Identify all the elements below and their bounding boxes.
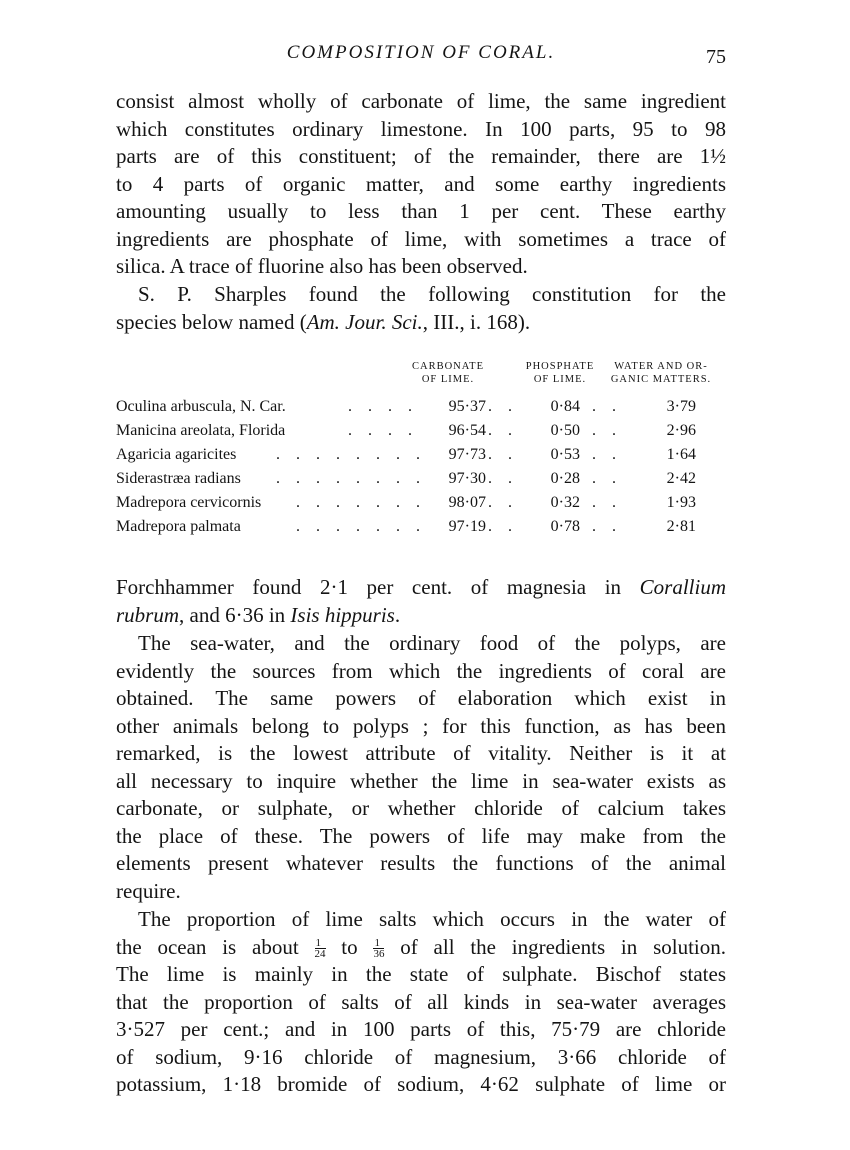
text-line: obtained. The same powers of elaboration which exist in <box>116 686 726 710</box>
text-line: remarked, is the lowest attribute of vitality. Neither is it at <box>116 741 726 765</box>
paragraph-lime-salts <box>116 906 726 1099</box>
fraction <box>315 938 326 959</box>
fraction-numerator: 1 <box>373 938 384 949</box>
leader-dots: . . <box>592 470 622 487</box>
species-name: Madrepora palmata <box>116 518 241 535</box>
table-row <box>116 422 726 446</box>
leader-dots: . . . . . . . <box>296 494 426 511</box>
phosphate-value: 0·50 <box>550 422 580 439</box>
water-value: 1·93 <box>666 494 696 511</box>
text-line: The proportion of lime salts which occurs in the water of <box>138 907 726 931</box>
text-line: elements present whatever results the functions of the animal <box>116 851 726 875</box>
paragraph-carbonate <box>116 88 726 281</box>
leader-dots: . . <box>488 494 518 511</box>
phosphate-value: 0·32 <box>550 494 580 511</box>
phosphate-value: 0·78 <box>550 518 580 535</box>
text-fragment: species below named ( <box>116 309 307 334</box>
text-fragment: Forchhammer found 2·1 per cent. of magnesia in <box>116 575 640 599</box>
text-line: potassium, 1·18 bromide of sodium, 4·62 sulphate of lime or <box>116 1072 726 1096</box>
table-row <box>116 446 726 470</box>
leader-dots: . . <box>488 518 518 535</box>
leader-dots: . . <box>488 422 518 439</box>
paragraph-forchhammer <box>116 574 726 629</box>
text-line: which constitutes ordinary limestone. In 100 parts, 95 to 98 <box>116 116 726 141</box>
species-name: Manicina areolata, Florida <box>116 422 286 439</box>
species-italic: rubrum <box>116 602 180 627</box>
leader-dots: . . <box>592 518 622 535</box>
text-line: the place of these. The powers of life may make from the <box>116 823 726 848</box>
carbonate-value: 97·19 <box>448 518 486 535</box>
water-value: 1·64 <box>666 446 696 463</box>
column-header-carbonate <box>398 360 498 386</box>
text-line: other animals belong to polyps ; for this function, as has been <box>116 713 726 738</box>
species-italic: Isis hippuris <box>290 602 395 627</box>
text-fragment: to <box>325 934 374 959</box>
header-line: GANIC MATTERS. <box>610 374 712 385</box>
leader-dots: . . <box>488 446 518 463</box>
text-line: to 4 parts of organic matter, and some earthy ingredients <box>116 171 726 196</box>
text-fragment: , and 6·36 in <box>179 602 291 627</box>
fraction <box>373 938 384 959</box>
table-row <box>116 398 726 422</box>
text-fragment: . <box>394 602 401 627</box>
text-line: The lime is mainly in the state of sulphate. Bischof states <box>116 962 726 986</box>
column-header-phosphate <box>512 360 608 386</box>
leader-dots: . . . . . . . . <box>276 470 426 487</box>
species-name: Madrepora cervicornis <box>116 494 262 511</box>
table-header <box>116 360 726 394</box>
header-line: PHOSPHATE <box>525 361 595 372</box>
phosphate-value: 0·84 <box>550 398 580 415</box>
text-line <box>116 309 726 337</box>
leader-dots: . . . . <box>348 422 418 439</box>
water-value: 2·42 <box>666 470 696 487</box>
text-line: S. P. Sharples found the following constitution for the <box>138 282 726 306</box>
text-line: carbonate, or sulphate, or whether chloride of calcium takes <box>116 796 726 820</box>
page-number: 75 <box>706 46 726 68</box>
water-value: 3·79 <box>666 398 696 415</box>
running-title: COMPOSITION OF CORAL. <box>286 42 556 63</box>
carbonate-value: 97·30 <box>448 470 486 487</box>
header-line: OF LIME. <box>533 374 587 385</box>
phosphate-value: 0·28 <box>550 470 580 487</box>
table-row <box>116 518 726 542</box>
text-line <box>116 574 726 602</box>
carbonate-value: 96·54 <box>448 422 486 439</box>
text-line: all necessary to inquire whether the lime in sea-water exists as <box>116 768 726 793</box>
text-line: consist almost wholly of carbonate of lime, the same ingredient <box>116 89 726 113</box>
text-line: evidently the sources from which the ingredients of coral are <box>116 658 726 683</box>
text-line: parts are of this constituent; of the remainder, there are 1½ <box>116 144 726 168</box>
leader-dots: . . . . <box>348 398 418 415</box>
phosphate-value: 0·53 <box>550 446 580 463</box>
text-fragment: , III., i. 168). <box>422 309 531 334</box>
species-italic: Corallium <box>639 575 726 599</box>
paragraph-sea-water <box>116 630 726 905</box>
text-line: that the proportion of salts of all kinds in sea-water averages <box>116 989 726 1014</box>
table-row <box>116 470 726 494</box>
fraction-denominator: 36 <box>373 948 385 961</box>
text-line: silica. A trace of fluorine also has been observed. <box>116 254 528 278</box>
water-value: 2·96 <box>666 422 696 439</box>
header-line: CARBONATE <box>411 361 484 372</box>
leader-dots: . . . . . . . . <box>276 446 426 463</box>
leader-dots: . . <box>592 398 622 415</box>
fraction-numerator: 1 <box>315 938 326 949</box>
leader-dots: . . <box>592 422 622 439</box>
text-line: amounting usually to less than 1 per cent. These earthy <box>116 199 726 223</box>
column-header-water <box>596 360 726 386</box>
species-name: Agaricia agaricites <box>116 446 237 463</box>
leader-dots: . . . . . . . <box>296 518 426 535</box>
text-line: ingredients are phosphate of lime, with sometimes a trace of <box>116 226 726 251</box>
journal-citation: Am. Jour. Sci. <box>306 309 423 334</box>
carbonate-value: 97·73 <box>448 446 486 463</box>
text-fragment: of all the ingredients in solution. <box>384 934 726 959</box>
species-name: Oculina arbuscula, N. Car. <box>116 398 286 415</box>
leader-dots: . . <box>488 398 518 415</box>
text-line: 3·527 per cent.; and in 100 parts of this, 75·79 are chloride <box>116 1017 726 1041</box>
text-line <box>116 934 726 962</box>
carbonate-value: 95·37 <box>448 398 486 415</box>
carbonate-value: 98·07 <box>448 494 486 511</box>
species-name: Siderastræa radians <box>116 470 241 487</box>
leader-dots: . . <box>488 470 518 487</box>
text-line: The sea-water, and the ordinary food of the polyps, are <box>138 631 726 655</box>
running-head <box>116 42 726 72</box>
text-line <box>116 602 726 630</box>
text-line: require. <box>116 878 181 903</box>
leader-dots: . . <box>592 494 622 511</box>
header-line: WATER AND OR- <box>614 361 708 372</box>
leader-dots: . . <box>592 446 622 463</box>
header-line: OF LIME. <box>421 374 475 385</box>
water-value: 2·81 <box>666 518 696 535</box>
table-row <box>116 494 726 518</box>
text-line: of sodium, 9·16 chloride of magnesium, 3·66 chloride of <box>116 1044 726 1069</box>
fraction-denominator: 24 <box>314 948 326 961</box>
text-fragment: the ocean is about <box>116 934 315 959</box>
paragraph-sharples <box>116 281 726 336</box>
